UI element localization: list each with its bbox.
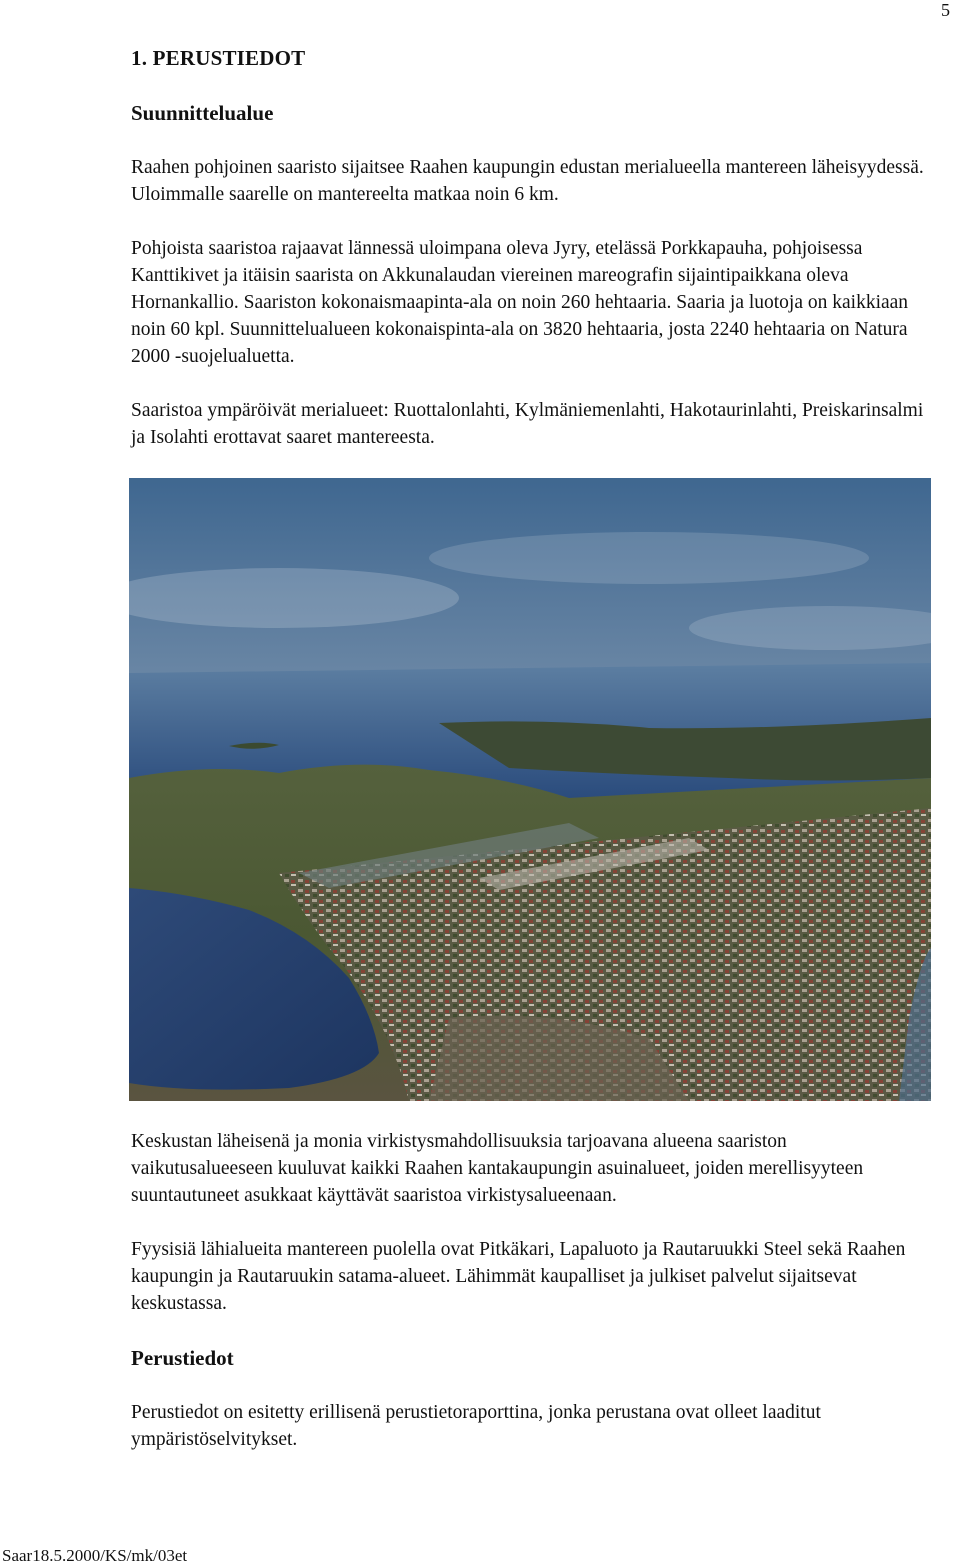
section-heading-suunnittelualue: Suunnittelualue bbox=[131, 101, 274, 125]
chapter-title: 1. PERUSTIEDOT bbox=[131, 46, 306, 70]
paragraph-adjacent-areas: Fyysisiä lähialueita mantereen puolella ovat Pitkäkari, Lapaluoto ja Rautaruukki Steel sekä Raahen kaupungin ja Rautaruukin satama-alueet. Lähimmät kaupalliset ja julkiset palvelut sijaitsevat keskustassa. bbox=[131, 1239, 906, 1314]
paragraph-location: Raahen pohjoinen saaristo sijaitsee Raahen kaupungin edustan merialueella mantereen läheisyydessä. Uloimmalle saarelle on mantereelta matkaa noin 6 km. bbox=[131, 157, 924, 205]
section-heading-perustiedot: Perustiedot bbox=[131, 1346, 234, 1370]
paragraph-sphere-of-influence: Keskustan läheisenä ja monia virkistysmahdollisuuksia tarjoavana alueena saariston vaikutusalueeseen kuuluvat kaikki Raahen kantakaupungin asuinalueet, joiden merellisyyteen suuntautuneet asukkaat käyttävät saaristoa virkistysalueenaan. bbox=[131, 1131, 864, 1206]
page-content-lower bbox=[131, 1128, 931, 1453]
page-number: 5 bbox=[941, 0, 950, 20]
aerial-photo bbox=[129, 478, 931, 1101]
footer-reference: Saar18.5.2000/KS/mk/03et bbox=[2, 1546, 188, 1565]
paragraph-boundaries: Pohjoista saaristoa rajaavat lännessä uloimpana oleva Jyry, etelässä Porkkapauha, pohjoisessa Kanttikivet ja itäisin saarista on Akkunalaudan viereinen mareografin sijaintipaikkana oleva Hornankallio. Saariston kokonaismaapinta-ala on noin 260 hehtaaria. Saaria ja luotoja on kaikkiaan noin 60 kpl. Suunnittelualueen kokonaispinta-ala on 3820 hehtaaria, josta 2240 hehtaaria on Natura 2000 -suojelualuetta. bbox=[131, 238, 909, 367]
page-content bbox=[131, 44, 931, 451]
paragraph-sea-areas: Saaristoa ympäröivät merialueet: Ruottalonlahti, Kylmäniemenlahti, Hakotaurinlahti, Preiskarinsalmi ja Isolahti erottavat saaret mantereesta. bbox=[131, 400, 924, 448]
aerial-photo-graphic bbox=[129, 478, 931, 1101]
paragraph-basic-info: Perustiedot on esitetty erillisenä perustietoraporttina, jonka perustana ovat olleet laaditut ympäristöselvitykset. bbox=[131, 1402, 821, 1450]
